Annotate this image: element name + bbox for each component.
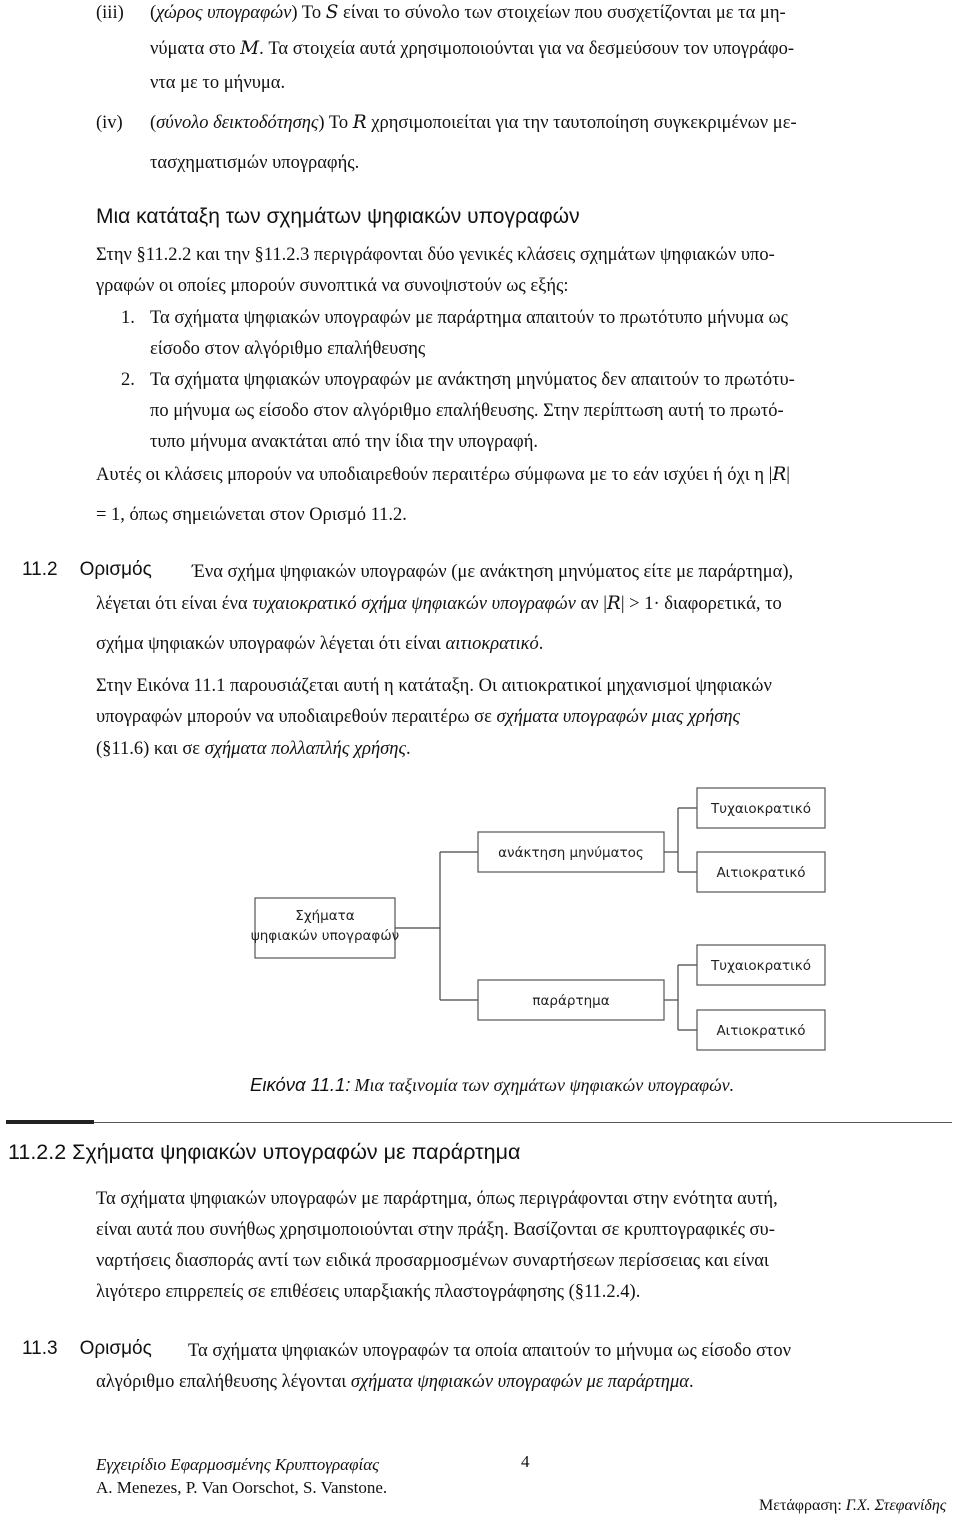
item-iii-line1: (χώρος υπογραφών) Το S είναι το σύνολο των στοιχείων που συσχετίζονται με τα μη- [150, 2, 786, 23]
item-iv-term: σύνολο δεικτοδότησης [156, 113, 319, 133]
def-11-2-line2: λέγεται ότι είναι ένα τυχαιοκρατικό σχήμα ψηφιακών υπογραφών αν |R| > 1· διαφορετικά, το [96, 593, 782, 614]
symbol-S: S [325, 2, 339, 23]
def-11-3-line2: αλγόριθμο επαλήθευσης λέγονται σχήματα ψηφιακών υπογραφών με παράρτημα. [96, 1372, 694, 1392]
classification-p2-line1: Αυτές οι κλάσεις μπορούν να υποδιαιρεθούν περαιτέρω σύμφωνα με το εάν ισχύει ή όχι η |R| [96, 464, 790, 485]
recovery-label: ανάκτηση μηνύματος [498, 845, 644, 861]
randomized-label: Τυχαιοκρατικό [711, 801, 811, 817]
figure-caption [250, 1072, 734, 1100]
item-iii-line3: ντα με το μήνυμα. [150, 73, 286, 93]
item-iii-term: χώρος υπογραφών [156, 3, 292, 23]
section-11-2-2-heading: 11.2.2 Σχήματα ψηφιακών υπογραφών με παράρτημα [8, 1140, 521, 1164]
classification-p1-line1: Στην §11.2.2 και την §11.2.3 περιγράφονται δύο γενικές κλάσεις σχημάτων ψηφιακών υπο- [96, 245, 775, 265]
figure-paragraph-line3: (§11.6) και σε σχήματα πολλαπλής χρήσης. [96, 739, 411, 759]
def-11-3-line1: Τα σχήματα ψηφιακών υπογραφών τα οποία απαιτούν το μήνυμα ως είσοδο στον [188, 1341, 791, 1361]
symbol-R: R [772, 464, 787, 485]
classification-p2-line2: = 1, όπως σημειώνεται στον Ορισμό 11.2. [96, 505, 407, 525]
list-item-2-line1: Τα σχήματα ψηφιακών υπογραφών με ανάκτηση μηνύματος δεν απαιτούν το πρωτότυ- [150, 370, 795, 390]
footer-translator: Γ.Χ. Στεφανίδης [845, 1497, 947, 1514]
item-iii-marker: (iii) [96, 3, 124, 23]
list-item-1-line2: είσοδο στον αλγόριθμο επαλήθευσης [150, 339, 426, 359]
appendix-label: παράρτημα [532, 993, 610, 1009]
list-item-1-line1: Τα σχήματα ψηφιακών υπογραφών με παράρτημα απαιτούν το πρωτότυπο μήνυμα ως [150, 308, 788, 328]
randomized-label: Τυχαιοκρατικό [711, 958, 811, 974]
section-rule-accent [6, 1120, 94, 1124]
classification-heading: Μια κατάταξη των σχημάτων ψηφιακών υπογραφών [96, 205, 580, 228]
section-11-2-2-line1: Τα σχήματα ψηφιακών υπογραφών με παράρτημα, όπως περιγράφονται στην ενότητα αυτή, [96, 1189, 778, 1209]
root-label-line2: ψηφιακών υπογραφών [250, 928, 400, 944]
term-one-time: σχήματα υπογραφών μιας χρήσης [496, 707, 741, 727]
section-rule [6, 1122, 952, 1123]
symbol-R: R [606, 593, 621, 614]
term-deterministic: αιτιοκρατικό [445, 634, 539, 654]
symbol-M: M [240, 38, 260, 59]
footer-book-title: Εγχειρίδιο Εφαρμοσμένης Κρυπτογραφίας [96, 1455, 380, 1474]
section-11-2-2-line3: ναρτήσεις διασποράς αντί των ειδικά προσαρμοσμένων συναρτήσεων περίσσειας και είναι [96, 1251, 769, 1271]
def-11-2-line3: σχήμα ψηφιακών υπογραφών λέγεται ότι είναι αιτιοκρατικό. [96, 634, 544, 654]
def-11-3-label: 11.3 Ορισμός [22, 1338, 152, 1359]
item-iv-line2: τασχηματισμών υπογραφής. [150, 153, 360, 173]
section-11-2-2-line2: είναι αυτά που συνήθως χρησιμοποιούνται στην πράξη. Βασίζονται σε κρυπτογραφικές συ- [96, 1220, 775, 1240]
section-11-2-2-line4: λιγότερο επιρρεπείς σε επιθέσεις υπαρξιακής πλαστογράφησης (§11.2.4). [96, 1282, 641, 1302]
def-11-2-label: 11.2 Ορισμός [22, 559, 152, 580]
term-randomized: τυχαιοκρατικό σχήμα ψηφιακών υπογραφών [252, 594, 576, 614]
list-item-1-num: 1. [121, 308, 135, 328]
deterministic-label: Αιτιοκρατικό [716, 1023, 806, 1039]
list-item-2-line2: πο μήνυμα ως είσοδο στον αλγόριθμο επαλήθευσης. Στην περίπτωση αυτή το πρωτό- [150, 401, 784, 421]
list-item-2-num: 2. [121, 370, 135, 390]
classification-p1-line2: γραφών οι οποίες μπορούν συνοπτικά να συνοψιστούν ως εξής: [96, 276, 569, 296]
symbol-R: R [352, 112, 367, 133]
figure-paragraph-line1: Στην Εικόνα 11.1 παρουσιάζεται αυτή η κατάταξη. Οι αιτιοκρατικοί μηχανισμοί ψηφιακών [96, 676, 772, 696]
figure-paragraph-line2: υπογραφών μπορούν να υποδιαιρεθούν περαιτέρω σε σχήματα υπογραφών μιας χρήσης [96, 707, 741, 727]
def-11-2-line1: Ένα σχήμα ψηφιακών υπογραφών (με ανάκτηση μηνύματος είτε με παράρτημα), [192, 562, 794, 582]
term-with-appendix: σχήματα ψηφιακών υπογραφών με παράρτημα [350, 1372, 689, 1392]
item-iii-line2: νύματα στο M. Τα στοιχεία αυτά χρησιμοποιούνται για να δεσμεύσουν τον υπογράφο- [150, 38, 794, 59]
caption-text: Μια ταξινομία των σχημάτων ψηφιακών υπογραφών. [354, 1075, 735, 1095]
footer-page-number: 4 [521, 1452, 530, 1471]
list-item-2-line3: τυπο μήνυμα ανακτάται από την ίδια την υπογραφή. [150, 432, 539, 452]
item-iv-marker: (iv) [96, 113, 123, 133]
caption-label: Εικόνα 11.1: [250, 1074, 351, 1095]
footer-authors: A. Menezes, P. Van Oorschot, S. Vanstone. [96, 1478, 388, 1497]
root-label-line1: Σχήματα [295, 908, 355, 924]
term-multiple-use: σχήματα πολλαπλής χρήσης [204, 739, 406, 759]
deterministic-label: Αιτιοκρατικό [716, 865, 806, 881]
footer-translation: Μετάφραση: Γ.Χ. Στεφανίδης [759, 1497, 947, 1514]
item-iv-line1: (σύνολο δεικτοδότησης) Το R χρησιμοποιείται για την ταυτοποίηση συγκεκριμένων με- [150, 112, 797, 133]
